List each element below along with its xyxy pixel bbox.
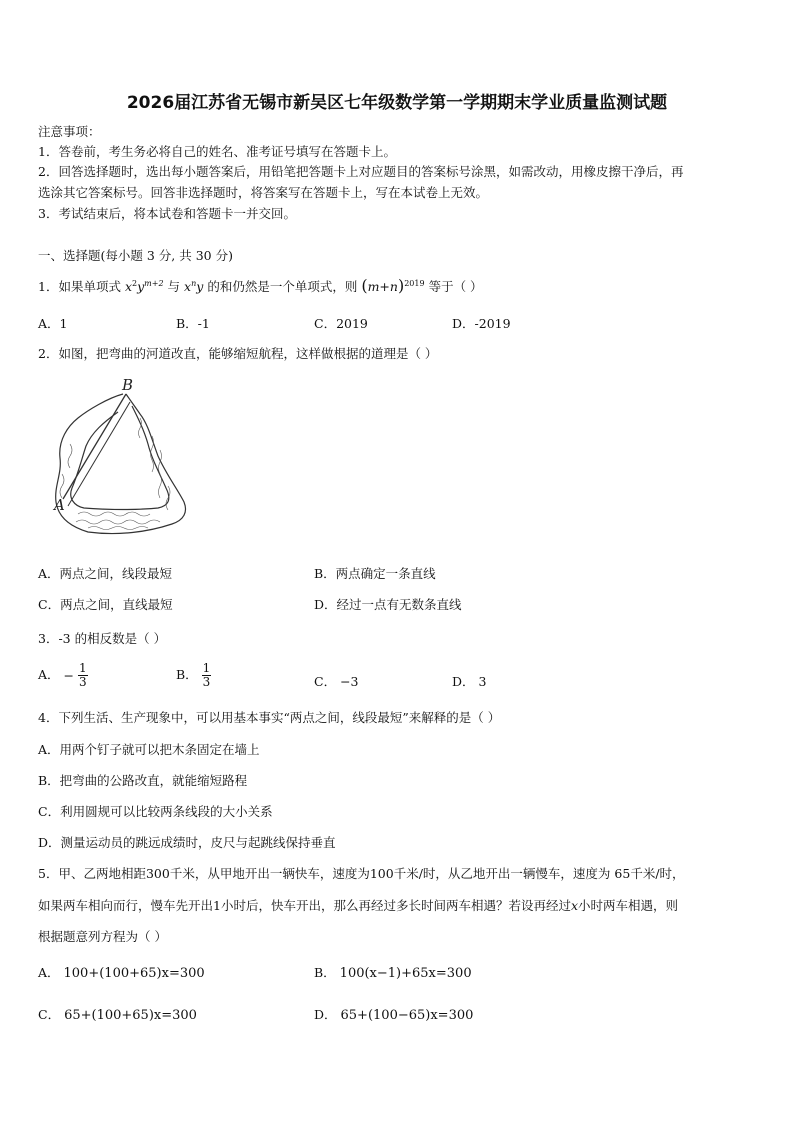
page-title: 2026届江苏省无锡市新吴区七年级数学第一学期期末学业质量监测试题 bbox=[126, 93, 668, 113]
q2-option-a: A．两点之间，线段最短 bbox=[38, 566, 173, 581]
point-a-label: A bbox=[54, 496, 65, 514]
q3-option-d-value: 3 bbox=[478, 674, 487, 689]
q5-text-1: 5．甲、乙两地相距 bbox=[38, 866, 146, 881]
q1-option-a: A．1 bbox=[38, 316, 68, 331]
q3-option-b bbox=[176, 662, 211, 689]
q1-text-4: 等于（ ） bbox=[428, 279, 483, 294]
q3-option-d bbox=[452, 672, 486, 690]
q3-fraction-b-den: 3 bbox=[202, 675, 211, 689]
q5-option-a-equation: 100+(100+65)x=300 bbox=[63, 966, 205, 981]
q2-option-d: D．经过一点有无数条直线 bbox=[314, 597, 462, 612]
q1-option-d: D．-2019 bbox=[452, 316, 511, 331]
notice-item-2: 2．回答选择题时，选出每小题答案后，用铅笔把答题卡上对应题目的答案标号涂黑，如需改动，用橡皮擦干净后，再 bbox=[38, 164, 684, 179]
q5-option-a-label: A． bbox=[38, 965, 60, 980]
q3-option-c bbox=[314, 672, 359, 690]
q5-text-3: 千米/时，从乙地开出一辆慢车，速度为 bbox=[393, 866, 611, 881]
q5-text-4: 千米/时， bbox=[630, 866, 685, 881]
q5-text-5: 如果两车相向而行，慢车先开出 bbox=[38, 898, 214, 913]
q1-option-c: C．2019 bbox=[314, 316, 368, 331]
q1-expression: $(m+n)^{2019}$ bbox=[361, 276, 425, 295]
q1-exponent-m: m+2 bbox=[144, 278, 164, 288]
q4-option-a: A．用两个钉子就可以把木条固定在墙上 bbox=[38, 742, 260, 757]
q1-monomial-2: $x^ny$ bbox=[184, 278, 204, 294]
straight-channel-line-2 bbox=[68, 402, 130, 506]
q1-option-b: B．-1 bbox=[176, 316, 210, 331]
q3-fraction-b bbox=[202, 662, 212, 689]
question-5-line-1 bbox=[38, 864, 685, 882]
q5-slow-speed: 65 bbox=[614, 866, 631, 881]
q1-text-2: 与 bbox=[167, 279, 181, 294]
notice-item-2-cont: 选涂其它答案标号。回答非选择题时，将答案写在答题卡上，写在本试卷上无效。 bbox=[38, 185, 489, 200]
q3-fraction-a-den: 3 bbox=[78, 675, 87, 689]
q3-option-a-label: A． bbox=[38, 667, 60, 682]
notice-heading: 注意事项： bbox=[38, 124, 101, 139]
question-4-stem: 4．下列生活、生产现象中，可以用基本事实“两点之间，线段最短”来解释的是（ ） bbox=[38, 710, 501, 725]
river-texture bbox=[60, 418, 170, 530]
straight-channel-line bbox=[63, 394, 126, 499]
q3-option-c-value: −3 bbox=[340, 674, 359, 689]
q3-fraction-b-num: 1 bbox=[202, 661, 211, 675]
section-heading: 一、选择题(每小题 3 分, 共 30 分) bbox=[38, 248, 233, 263]
q5-variable-x: x bbox=[570, 898, 579, 913]
q1-text-1: 1．如果单项式 bbox=[38, 279, 121, 294]
q5-option-b bbox=[314, 963, 472, 981]
q5-option-c-label: C． bbox=[38, 1007, 61, 1022]
q2-option-c: C．两点之间，直线最短 bbox=[38, 597, 173, 612]
q4-option-c: C．利用圆规可以比较两条线段的大小关系 bbox=[38, 804, 273, 819]
q4-option-d: D．测量运动员的跳远成绩时，皮尺与起跳线保持垂直 bbox=[38, 835, 336, 850]
q5-text-2: 千米，从甲地开出一辆快车，速度为 bbox=[169, 866, 370, 881]
q3-fraction-a-num: 1 bbox=[78, 661, 87, 675]
q3-option-c-label: C． bbox=[314, 674, 337, 689]
river-bank-inner bbox=[71, 406, 169, 510]
river-figure bbox=[48, 374, 190, 542]
q5-option-d-label: D． bbox=[314, 1007, 337, 1022]
question-5-line-2 bbox=[38, 896, 678, 914]
q5-option-d bbox=[314, 1005, 473, 1023]
question-3-stem: 3．-3 的相反数是（ ） bbox=[38, 631, 167, 646]
q5-option-b-label: B． bbox=[314, 965, 336, 980]
q3-minus-sign: − bbox=[63, 668, 74, 683]
river-bank-outer bbox=[56, 394, 186, 534]
q5-text-7: 小时两车相遇，则 bbox=[578, 898, 679, 913]
q2-option-b: B．两点确定一条直线 bbox=[314, 566, 436, 581]
q5-distance: 300 bbox=[145, 866, 170, 881]
question-5-line-3: 根据题意列方程为（ ） bbox=[38, 929, 167, 944]
q3-option-a bbox=[38, 662, 88, 689]
q1-text-3: 的和仍然是一个单项式，则 bbox=[207, 279, 358, 294]
q4-option-b: B．把弯曲的公路改直，就能缩短路程 bbox=[38, 773, 248, 788]
question-1-stem bbox=[38, 276, 483, 295]
q5-option-a bbox=[38, 963, 205, 981]
q1-exponent-year: 2019 bbox=[404, 278, 425, 288]
q3-fraction-a bbox=[78, 662, 88, 689]
q5-fast-speed: 100 bbox=[369, 866, 394, 881]
notice-item-1: 1．答卷前，考生务必将自己的姓名、准考证号填写在答题卡上。 bbox=[38, 144, 396, 159]
q5-text-6: 小时后，快车开出，那么再经过多长时间两车相遇？若设再经过 bbox=[220, 898, 571, 913]
q5-option-c-equation: 65+(100+65)x=300 bbox=[64, 1008, 197, 1023]
point-b-label: B bbox=[122, 376, 134, 394]
q3-option-d-label: D． bbox=[452, 674, 475, 689]
q5-head-start: 1 bbox=[213, 898, 221, 913]
q1-monomial-1: $x^2y^{m+2}$ bbox=[124, 278, 164, 294]
question-2-stem: 2．如图，把弯曲的河道改直，能够缩短航程，这样做根据的道理是（ ） bbox=[38, 346, 438, 361]
q5-option-c bbox=[38, 1005, 197, 1023]
notice-item-3: 3．考试结束后，将本试卷和答题卡一并交回。 bbox=[38, 206, 296, 221]
q5-option-b-equation: 100(x−1)+65x=300 bbox=[339, 966, 472, 981]
q3-option-b-label: B． bbox=[176, 667, 198, 682]
q5-option-d-equation: 65+(100−65)x=300 bbox=[340, 1008, 474, 1023]
